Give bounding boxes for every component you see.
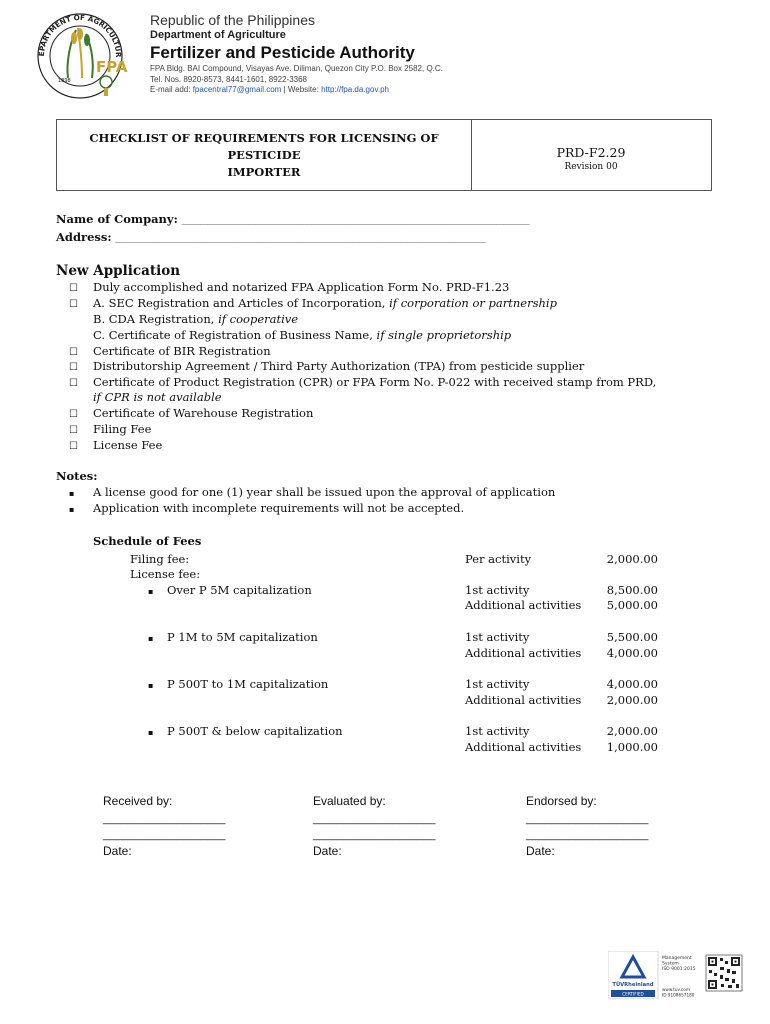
new-application-heading: New Application bbox=[56, 263, 181, 279]
system-label-2: System bbox=[662, 961, 679, 967]
seal-year: 1898 bbox=[58, 78, 71, 84]
filing-fee-basis: Per activity bbox=[465, 552, 532, 566]
checklist-item-text: License Fee bbox=[93, 438, 163, 452]
telephone-line: Tel. Nos. 8920-8573, 8441-1601, 8922-3368 bbox=[150, 74, 308, 84]
filing-fee-amount: 2,000.00 bbox=[606, 552, 658, 566]
note-item bbox=[69, 500, 464, 518]
tuv-brand: TÜVRheinland bbox=[612, 982, 654, 988]
document-title bbox=[57, 120, 472, 190]
republic-line: Republic of the Philippines bbox=[150, 12, 315, 28]
certified-label: CERTIFIED bbox=[622, 991, 644, 997]
name-line[interactable]: ____________________ bbox=[313, 829, 436, 841]
checkbox-icon[interactable]: ☐ bbox=[69, 362, 78, 373]
letterhead bbox=[150, 12, 443, 96]
tier-additional-label: Additional activities bbox=[465, 646, 582, 660]
signature-line[interactable]: ____________________ bbox=[313, 813, 436, 825]
note-text: Application with incomplete requirements will not be accepted. bbox=[93, 501, 465, 515]
title-line-1: CHECKLIST OF REQUIREMENTS FOR LICENSING OF PESTICIDE bbox=[89, 130, 439, 162]
tier-name: P 1M to 5M capitalization bbox=[167, 630, 318, 644]
fees-heading: Schedule of Fees bbox=[93, 534, 202, 548]
bullet-icon: ▪ bbox=[69, 489, 75, 498]
tier-first-amount: 8,500.00 bbox=[606, 583, 658, 597]
signature-line[interactable]: ____________________ bbox=[103, 813, 226, 825]
received-by-block bbox=[103, 793, 225, 859]
tuv-site: www.tuv.com bbox=[662, 987, 690, 992]
address-line: FPA Bldg. BAI Compound, Visayas Ave. Diliman, Quezon City P.O. Box 2582, Q.C. bbox=[150, 64, 443, 73]
checkbox-icon[interactable]: ☐ bbox=[69, 283, 78, 294]
checkbox-icon[interactable]: ☐ bbox=[69, 409, 78, 420]
checklist-item-text: Duly accomplished and notarized FPA Application Form No. PRD-F1.23 bbox=[93, 280, 510, 294]
checkbox-icon[interactable]: ☐ bbox=[69, 299, 78, 310]
checklist-item-text: A. SEC Registration and Articles of Incorporation, bbox=[93, 296, 386, 310]
fee-tier bbox=[148, 583, 312, 597]
fee-tier bbox=[148, 630, 318, 644]
tier-name: P 500T to 1M capitalization bbox=[167, 677, 329, 691]
name-line[interactable]: ____________________ bbox=[103, 829, 226, 841]
title-box bbox=[56, 119, 712, 191]
bullet-icon: ▪ bbox=[148, 728, 154, 737]
title-line-2: IMPORTER bbox=[227, 164, 301, 179]
tier-first-label: 1st activity bbox=[465, 583, 530, 597]
tier-additional-amount: 2,000.00 bbox=[606, 693, 658, 707]
endorsed-by-block bbox=[526, 793, 648, 859]
license-fee-label: License fee: bbox=[130, 567, 201, 581]
document-code-cell bbox=[471, 120, 711, 190]
checklist-subitem bbox=[93, 327, 511, 343]
address-label: Address: bbox=[56, 230, 112, 244]
note-text: A license good for one (1) year shall be issued upon the approval of application bbox=[93, 485, 556, 499]
address-field bbox=[56, 229, 485, 247]
checklist-item-continuation: if CPR is not available bbox=[93, 390, 222, 404]
seal-text: EPARTMENT OF AGRICULTUR bbox=[36, 12, 124, 58]
authority-name: Fertilizer and Pesticide Authority bbox=[150, 43, 415, 62]
tier-first-label: 1st activity bbox=[465, 630, 530, 644]
subitem-text: B. CDA Registration, bbox=[93, 312, 215, 326]
checklist-item-note: if corporation or partnership bbox=[389, 296, 557, 310]
date-label: Date: bbox=[103, 844, 132, 858]
checkbox-icon[interactable]: ☐ bbox=[69, 347, 78, 358]
certificate-id: ID 9108657180 bbox=[662, 992, 695, 998]
tier-first-amount: 2,000.00 bbox=[606, 724, 658, 738]
bullet-icon: ▪ bbox=[148, 681, 154, 690]
bullet-icon: ▪ bbox=[148, 587, 154, 596]
tier-first-amount: 4,000.00 bbox=[606, 677, 658, 691]
tier-additional-label: Additional activities bbox=[465, 740, 582, 754]
certification-badge bbox=[608, 951, 744, 999]
signature-line[interactable]: ____________________ bbox=[526, 813, 649, 825]
subitem-note: if single proprietorship bbox=[376, 328, 512, 342]
signature-label: Evaluated by: bbox=[313, 794, 386, 808]
date-label: Date: bbox=[313, 844, 342, 858]
tier-first-label: 1st activity bbox=[465, 724, 530, 738]
contact-line bbox=[150, 85, 443, 96]
checkbox-icon[interactable]: ☐ bbox=[69, 378, 78, 389]
tier-first-label: 1st activity bbox=[465, 677, 530, 691]
name-line[interactable]: ____________________ bbox=[526, 829, 649, 841]
subitem-text: C. Certificate of Registration of Business Name, bbox=[93, 328, 373, 342]
qr-code-icon bbox=[706, 955, 742, 991]
tier-additional-label: Additional activities bbox=[465, 598, 582, 612]
fpa-logo bbox=[30, 8, 150, 100]
checklist-item-text: Certificate of Product Registration (CPR) or FPA Form No. P-022 with received stamp from PRD, bbox=[93, 375, 657, 389]
notes-heading: Notes: bbox=[56, 469, 98, 483]
tier-additional-amount: 5,000.00 bbox=[606, 598, 658, 612]
checkbox-icon[interactable]: ☐ bbox=[69, 441, 78, 452]
checklist-item-text: Certificate of Warehouse Registration bbox=[93, 406, 314, 420]
tier-first-amount: 5,500.00 bbox=[606, 630, 658, 644]
tier-name: Over P 5M capitalization bbox=[167, 583, 312, 597]
tier-name: P 500T & below capitalization bbox=[167, 724, 343, 738]
bullet-icon: ▪ bbox=[148, 634, 154, 643]
signature-label: Endorsed by: bbox=[526, 794, 597, 808]
checklist-subitem bbox=[93, 311, 298, 327]
revision-number: Revision 00 bbox=[564, 162, 618, 172]
checkbox-icon[interactable]: ☐ bbox=[69, 425, 78, 436]
tier-additional-amount: 4,000.00 bbox=[606, 646, 658, 660]
company-label: Name of Company: bbox=[56, 212, 178, 226]
tier-additional-label: Additional activities bbox=[465, 693, 582, 707]
date-label: Date: bbox=[526, 844, 555, 858]
website-label: | Website: bbox=[283, 85, 319, 94]
fee-tier bbox=[148, 677, 328, 691]
email-link[interactable]: fpacentral77@gmail.com bbox=[192, 85, 282, 94]
checklist-item-text: Certificate of BIR Registration bbox=[93, 344, 271, 358]
form-code: PRD-F2.29 bbox=[556, 145, 626, 160]
checklist-item-text: Filing Fee bbox=[93, 422, 152, 436]
tier-additional-amount: 1,000.00 bbox=[606, 740, 658, 754]
iso-standard: ISO 9001:2015 bbox=[662, 967, 696, 972]
company-input-line[interactable]: ______________________________________________________________________________________________ bbox=[181, 216, 530, 225]
flask-icon bbox=[100, 76, 112, 96]
rice-stalk-icon bbox=[67, 28, 92, 78]
fpa-logo-text: FPA bbox=[96, 58, 128, 76]
subitem-note: if cooperative bbox=[218, 312, 299, 326]
evaluated-by-block bbox=[313, 793, 435, 859]
company-field bbox=[56, 211, 529, 229]
department-line: Department of Agriculture bbox=[150, 29, 286, 41]
bullet-icon: ▪ bbox=[69, 505, 75, 514]
filing-fee-label: Filing fee: bbox=[130, 552, 190, 566]
checklist-item[interactable] bbox=[69, 437, 162, 455]
website-link[interactable]: http://fpa.da.gov.ph bbox=[321, 85, 389, 94]
signature-label: Received by: bbox=[103, 794, 173, 808]
email-label: E-mail add: bbox=[150, 85, 191, 94]
checklist-item-text: Distributorship Agreement / Third Party Authorization (TPA) from pesticide supplier bbox=[93, 359, 585, 373]
address-input-line[interactable]: ____________________________________________________________________________________________________ bbox=[115, 234, 486, 243]
system-label-1: Management bbox=[662, 956, 692, 961]
fee-tier bbox=[148, 724, 343, 738]
